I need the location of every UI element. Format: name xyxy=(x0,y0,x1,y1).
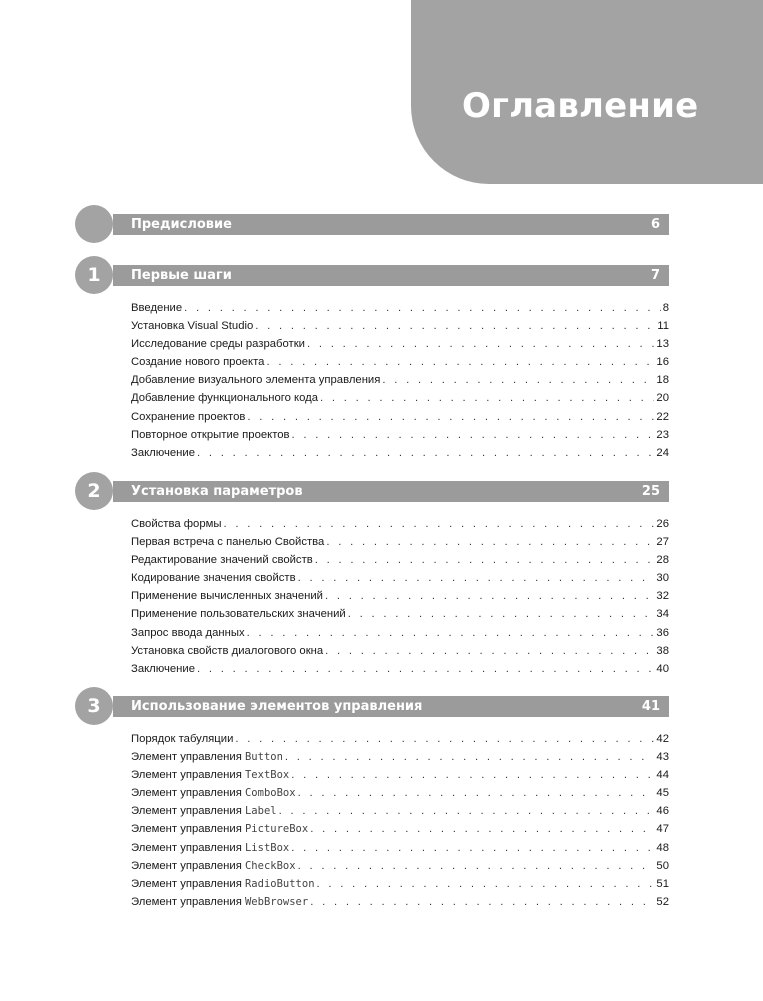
entry-title-text: Первая встреча с панелью Свойства xyxy=(131,536,325,549)
entry-title xyxy=(131,802,277,820)
entry-page-number: 45 xyxy=(656,787,669,800)
entry-title-text: Элемент управления xyxy=(131,751,245,764)
chapter-header[interactable] xyxy=(75,256,669,294)
entry-title-text: Установка свойств диалогового окна xyxy=(131,644,324,657)
chapter-header[interactable] xyxy=(75,472,669,510)
entry-title xyxy=(131,875,315,893)
entry-code: ListBox xyxy=(244,841,290,854)
dot-leader xyxy=(285,748,655,766)
toc-entry[interactable] xyxy=(131,642,669,660)
entry-title xyxy=(131,389,318,407)
chapter-3-section xyxy=(75,687,669,911)
toc-entry[interactable] xyxy=(131,353,669,371)
dot-leader xyxy=(291,839,654,857)
chapter-number: 2 xyxy=(87,480,101,502)
entry-title-text: Элемент управления xyxy=(131,895,245,908)
dot-leader xyxy=(247,408,654,426)
section-circle xyxy=(75,205,113,243)
toc-entry[interactable] xyxy=(131,569,669,587)
toc-entries xyxy=(131,730,669,911)
entry-page-number: 47 xyxy=(656,823,669,836)
dot-leader xyxy=(315,551,655,569)
chapter-page: 41 xyxy=(641,699,660,714)
dot-leader xyxy=(292,426,655,444)
dot-leader xyxy=(247,624,655,642)
entry-title-text: Создание нового проекта xyxy=(131,356,265,369)
entry-page-number: 50 xyxy=(656,859,669,872)
entry-title xyxy=(131,444,195,462)
entry-page-number: 30 xyxy=(656,572,669,585)
chapter-page: 7 xyxy=(650,268,660,283)
dot-leader xyxy=(320,389,654,407)
entry-title-text: Применение пользовательских значений xyxy=(131,608,346,621)
dot-leader xyxy=(310,893,654,911)
entry-page-number: 23 xyxy=(656,428,669,441)
entry-title xyxy=(131,605,346,623)
entry-title xyxy=(131,371,380,389)
entry-title-text: Элемент управления xyxy=(131,877,245,890)
entry-title-text: Применение вычисленных значений xyxy=(131,590,323,603)
dot-leader xyxy=(382,371,654,389)
dot-leader xyxy=(291,766,654,784)
entry-page-number: 22 xyxy=(656,410,669,423)
toc-entry[interactable] xyxy=(131,624,669,642)
chapter-header[interactable] xyxy=(75,687,669,725)
toc-entry[interactable] xyxy=(131,587,669,605)
preface-section xyxy=(75,205,669,243)
entry-title xyxy=(131,642,323,660)
dot-leader xyxy=(266,353,654,371)
entry-title xyxy=(131,893,308,911)
entry-page-number: 32 xyxy=(656,590,669,603)
entry-page-number: 24 xyxy=(656,446,669,459)
entry-title xyxy=(131,748,283,766)
entry-title-text: Добавление функционального кода xyxy=(131,392,318,405)
preface-header[interactable] xyxy=(75,205,669,243)
entry-page-number: 27 xyxy=(656,536,669,549)
dot-leader xyxy=(326,533,654,551)
entry-page-number: 28 xyxy=(656,554,669,567)
toc-entry[interactable] xyxy=(131,533,669,551)
entry-title-text: Элемент управления xyxy=(131,769,245,782)
entry-page-number: 52 xyxy=(656,895,669,908)
entry-code: Label xyxy=(244,805,277,818)
toc-entry[interactable] xyxy=(131,839,669,857)
chapter-2-section xyxy=(75,472,669,678)
entry-title xyxy=(131,551,313,569)
toc-entry[interactable] xyxy=(131,875,669,893)
preface-page: 6 xyxy=(650,217,660,232)
entry-page-number: 26 xyxy=(656,518,669,530)
toc-entry[interactable] xyxy=(131,784,669,802)
dot-leader xyxy=(307,335,654,353)
entry-code: TextBox xyxy=(244,769,290,782)
entry-title xyxy=(131,335,305,353)
dot-leader xyxy=(317,875,655,893)
entry-title-text: Добавление визуального элемента управления xyxy=(131,374,381,387)
toc-entry[interactable] xyxy=(131,299,669,317)
entry-title-text: Введение xyxy=(131,302,183,314)
chapter-1-section xyxy=(75,256,669,462)
entry-page-number: 43 xyxy=(656,751,669,764)
entry-page-number: 11 xyxy=(657,320,669,333)
entry-page-number: 42 xyxy=(656,733,669,745)
toc-entry[interactable] xyxy=(131,748,669,766)
entry-title xyxy=(131,784,296,802)
toc-entry[interactable] xyxy=(131,820,669,838)
entry-title xyxy=(131,299,182,317)
entry-title-text: Элемент управления xyxy=(131,805,245,818)
entry-title-text: Исследование среды разработки xyxy=(131,338,305,351)
entry-page-number: 46 xyxy=(656,805,669,818)
dot-leader xyxy=(325,587,654,605)
dot-leader xyxy=(298,569,655,587)
entry-title xyxy=(131,408,245,426)
entry-page-number: 40 xyxy=(656,662,669,675)
entry-title xyxy=(131,839,289,857)
entry-title xyxy=(131,624,245,642)
entry-title-text: Элемент управления xyxy=(131,841,245,854)
entry-title-text: Заключение xyxy=(131,446,195,459)
entry-title-text: Элемент управления xyxy=(131,787,245,800)
entry-page-number: 8 xyxy=(662,302,669,314)
dot-leader xyxy=(184,299,661,317)
dot-leader xyxy=(224,515,655,533)
entry-code: PictureBox xyxy=(244,823,309,836)
entry-title-text: Повторное открытие проектов xyxy=(131,428,290,441)
toc-entries xyxy=(131,515,669,678)
entry-title-text: Заключение xyxy=(131,662,195,675)
toc-entry[interactable] xyxy=(131,605,669,623)
entry-title xyxy=(131,766,289,784)
chapter-page: 25 xyxy=(641,484,660,499)
toc-entries xyxy=(131,299,669,462)
entry-title xyxy=(131,353,264,371)
dot-leader xyxy=(310,820,654,838)
entry-title-text: Элемент управления xyxy=(131,823,245,836)
dot-leader xyxy=(298,857,655,875)
entry-title xyxy=(131,660,195,678)
entry-page-number: 18 xyxy=(656,374,669,387)
toc-entry[interactable] xyxy=(131,730,669,748)
entry-title-text: Сохранение проектов xyxy=(131,410,246,423)
entry-code: RadioButton xyxy=(244,877,315,890)
dot-leader xyxy=(197,444,654,462)
entry-title xyxy=(131,533,324,551)
entry-title-text: Свойства формы xyxy=(131,518,222,530)
preface-title: Предисловие xyxy=(131,217,232,232)
chapter-title: Установка параметров xyxy=(131,484,303,499)
entry-code: ComboBox xyxy=(244,787,296,800)
toc-entry[interactable] xyxy=(131,317,669,335)
entry-title-text: Запрос ввода данных xyxy=(131,626,245,639)
entry-title xyxy=(131,587,323,605)
entry-code: WebBrowser xyxy=(244,895,309,908)
dot-leader xyxy=(279,802,655,820)
entry-page-number: 51 xyxy=(656,877,669,890)
toc-entry[interactable] xyxy=(131,389,669,407)
entry-page-number: 34 xyxy=(656,608,669,621)
entry-page-number: 20 xyxy=(656,392,669,405)
dot-leader xyxy=(197,660,654,678)
toc-entry[interactable] xyxy=(131,802,669,820)
toc-entry[interactable] xyxy=(131,857,669,875)
toc-entry[interactable] xyxy=(131,444,669,462)
toc-entry[interactable] xyxy=(131,426,669,444)
toc-entry[interactable] xyxy=(131,515,669,533)
entry-title xyxy=(131,317,253,335)
dot-leader xyxy=(325,642,654,660)
chapter-title: Использование элементов управления xyxy=(131,699,423,714)
entry-title-text: Элемент управления xyxy=(131,859,245,872)
toc-entry[interactable] xyxy=(131,335,669,353)
entry-page-number: 16 xyxy=(656,356,669,369)
entry-page-number: 13 xyxy=(656,338,669,351)
dot-leader xyxy=(235,730,654,748)
entry-code: Button xyxy=(244,751,283,764)
entry-title-text: Порядок табуляции xyxy=(131,733,234,745)
toc-entry[interactable] xyxy=(131,371,669,389)
entry-title xyxy=(131,730,233,748)
entry-title-text: Редактирование значений свойств xyxy=(131,554,313,567)
toc-entry[interactable] xyxy=(131,893,669,911)
dot-leader xyxy=(298,784,655,802)
dot-leader xyxy=(348,605,655,623)
entry-page-number: 38 xyxy=(656,644,669,657)
entry-title xyxy=(131,515,222,533)
entry-title xyxy=(131,426,290,444)
chapter-number: 3 xyxy=(87,695,101,717)
entry-title xyxy=(131,820,308,838)
dot-leader xyxy=(255,317,655,335)
entry-page-number: 36 xyxy=(656,626,669,639)
chapter-number: 1 xyxy=(87,264,101,286)
entry-code: CheckBox xyxy=(244,859,296,872)
toc-entry[interactable] xyxy=(131,408,669,426)
entry-title-text: Кодирование значения свойств xyxy=(131,572,296,585)
entry-title-text: Установка Visual Studio xyxy=(131,320,254,333)
toc-entry[interactable] xyxy=(131,766,669,784)
toc-entry[interactable] xyxy=(131,551,669,569)
toc-entry[interactable] xyxy=(131,660,669,678)
entry-page-number: 44 xyxy=(656,769,669,782)
entry-title xyxy=(131,857,296,875)
chapter-title: Первые шаги xyxy=(131,268,232,283)
entry-page-number: 48 xyxy=(656,841,669,854)
page-title: Оглавление xyxy=(462,86,699,126)
entry-title xyxy=(131,569,296,587)
